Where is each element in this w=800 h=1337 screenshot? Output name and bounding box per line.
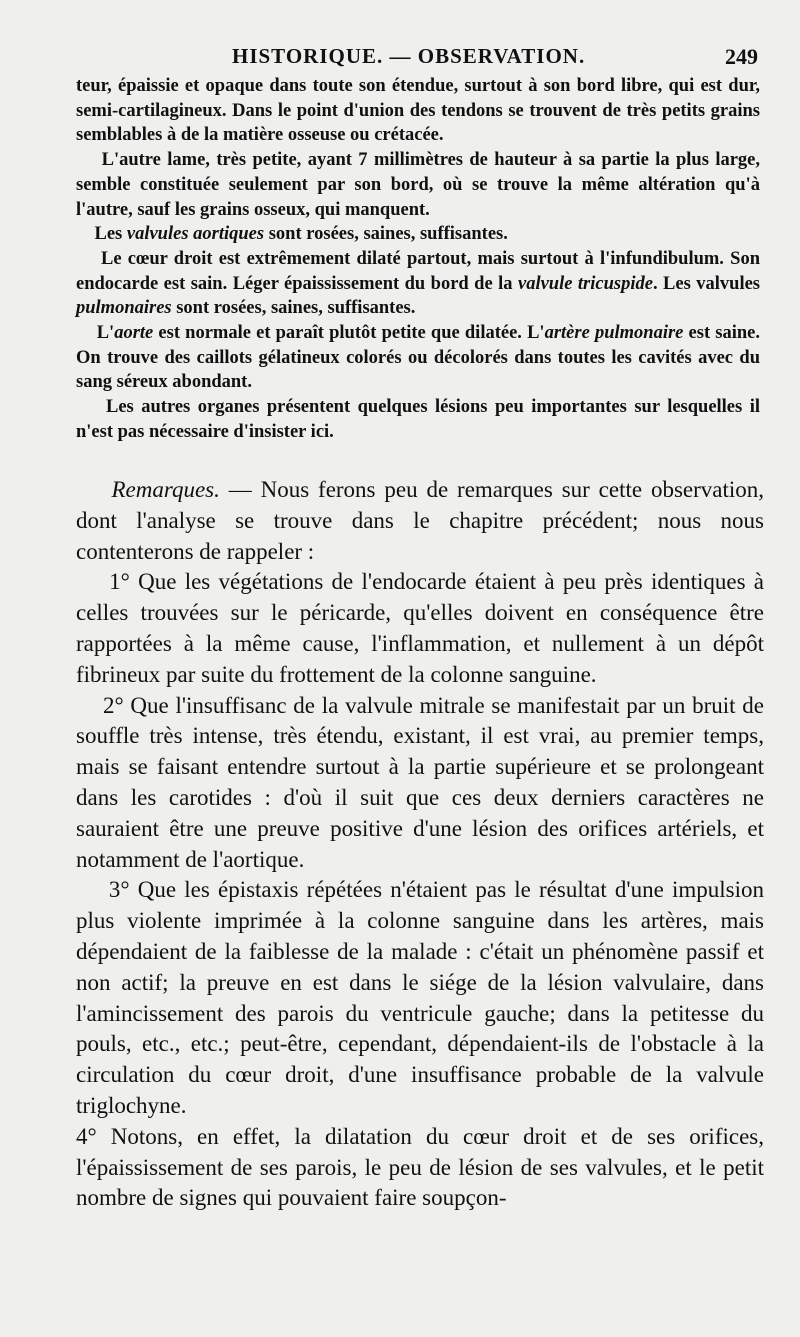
- paragraph-tendons: teur, épaissie et opaque dans toute son étendue, surtout à son bord libre, qui est dur, semi-cartilagineux. Dans le point d'union des tendons se trouvent de très petits grains semblables à de la matière osseuse ou crétacée.: [76, 76, 760, 146]
- paragraph-aorta: L'aorte est normale et paraît plutôt petite que dilatée. L'artère pulmonaire est saine. On trouve des caillots gélatineux colorés ou décolorés dans toutes les cavités avec du sang séreux abondant.: [76, 323, 761, 393]
- observation-text-block: [76, 74, 760, 445]
- paragraph-aortic-valves: Les valvules aortiques sont rosées, saines, suffisantes.: [94, 224, 508, 245]
- page-number: 249: [725, 44, 758, 69]
- paragraph-right-heart: Le cœur droit est extrêmement dilaté partout, mais surtout à l'infundibulum. Son endocarde est sain. Léger épaississement du bord de la valvule tricuspide. Les valvules pulmonaires sont rosées, saines, suffisantes.: [76, 248, 761, 319]
- remark-item-1: 1° Que les végétations de l'endocarde étaient à peu près identiques à celles trouvées sur le péricarde, qu'elles doivent en conséquence être rapportées à la même cause, l'inflammation, et nullement à un dépôt fibrineux par suite du frottement de la colonne sanguine.: [76, 569, 765, 687]
- running-header: [0, 44, 800, 74]
- paragraph-other-organs: Les autres organes présentent quelques lésions peu importantes sur lesquelles il n'est pas nécessaire d'insister ici.: [76, 397, 760, 442]
- header-title: HISTORIQUE. — OBSERVATION.: [232, 44, 586, 68]
- remarks-intro: Remarques. — Nous ferons peu de remarques sur cette observation, dont l'analyse se trouve dans le chapitre précédent; nous nous contenterons de rappeler :: [76, 477, 765, 564]
- remark-item-4: 4° Notons, en effet, la dilatation du cœur droit et de ses orifices, l'épaississement de ses parois, le peu de lésion de ses valvules, et le petit nombre de signes qui pouvaient faire soupçon-: [76, 1123, 764, 1211]
- remarks-text-block: [76, 475, 764, 1214]
- remark-item-3: 3° Que les épistaxis répétées n'étaient pas le résultat d'une impulsion plus violente imprimée à la colonne sanguine dans les artères, mais dépendaient de la faiblesse de la malade : c'était un phénomène passif et non actif; la preuve en est dans le siége de la lésion valvulaire, dans l'amincissement des parois du ventricule gauche; dans la petitesse du pouls, etc., etc.; peut-être, cependant, dépendaient-ils de l'obstacle à la circulation du cœur droit, d'une insuffisance probable de la valvule triglochyne.: [76, 877, 764, 1118]
- paragraph-other-lamina: L'autre lame, très petite, ayant 7 millimètres de hauteur à sa partie la plus large, semble constituée seulement par son bord, où se trouve la même altération qu'à l'autre, sauf les grains osseux, qui manquent.: [76, 150, 761, 220]
- remark-item-2: 2° Que l'insuffisanc de la valvule mitrale se manifestait par un bruit de souffle très intense, très étendu, existant, il est vrai, au premier temps, mais se faisant entendre surtout à la partie supérieure et se prolongeant dans les carotides : d'où il suit que ces deux derniers caractères ne sauraient être une preuve positive d'une lésion des orifices artériels, et notamment de l'aortique.: [76, 692, 764, 872]
